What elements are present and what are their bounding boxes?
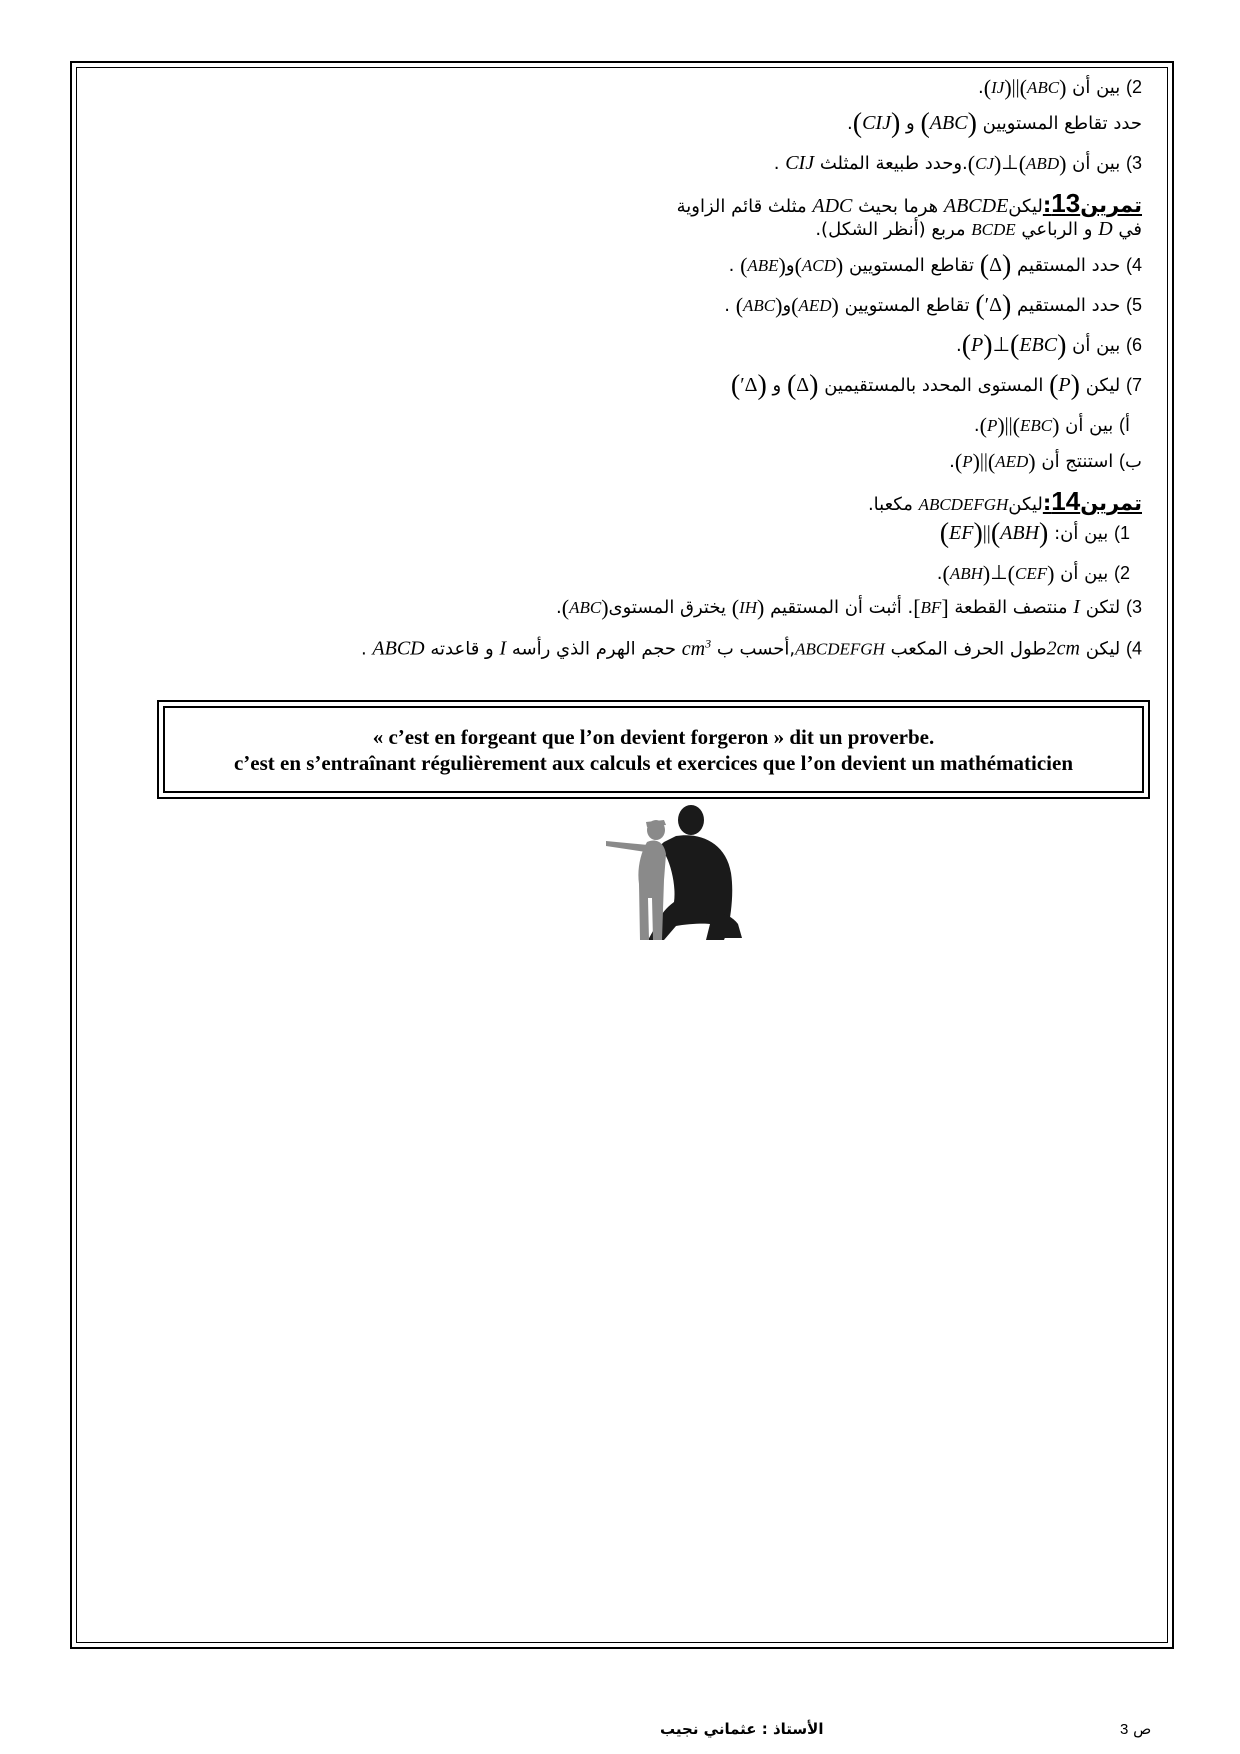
item-text: . أثبت أن المستقيم [770,597,914,618]
math-delta: Δ′ [984,294,1002,316]
intersection-task: حدد تقاطع المستويين (ABC) و (CIJ). [847,108,1142,139]
math-plane: ACD [801,256,836,275]
math-base: ABCD [372,637,425,660]
math-line: IH [739,598,758,617]
math-plane: ABC [929,112,968,134]
item-text: بين أن [1065,415,1114,436]
math-plane: P [962,452,973,471]
exercise-colon: : [1042,193,1052,217]
item-number: 7) [1125,375,1142,395]
item-text: ليكن [1008,494,1043,515]
item-text: تقاطع المستويين [844,295,970,316]
item-4-volume: 4) ليكن 2cmطول الحرف المكعب ABCDEFGH,أحسب ب $cm^3$ حجم الهرم الذي رأسه I و قاعدته ABCD . [360,636,1142,660]
item-text: لتكن [1085,597,1121,618]
math-plane: ABD [1026,154,1060,173]
page-number [1120,1720,1151,1738]
item-6-perpendicular: 6) بين أن (EBC)⊥(P). [955,330,1142,361]
exercise-title: تمرين [1080,491,1142,515]
item-text: بين أن [1072,77,1121,98]
item-4-line-delta: 4) حدد المستقيم (Δ) تقاطع المستويين (ACD)و(ABE) . [728,250,1142,281]
item-text: بين أن [1060,563,1109,584]
math-plane: ABH [949,564,983,583]
math-plane: CEF [1014,564,1048,583]
item-7b-deduce: ب) استنتج أن (AED)||(P). [949,449,1142,474]
item-7a-parallel: أ) بين أن (EBC)||(P). [973,413,1130,438]
math-plane: CIJ [862,112,891,134]
item-text: حدد المستقيم [1017,295,1121,316]
item-number: 3) [1125,153,1142,173]
item-text: منتصف القطعة [954,597,1068,618]
item-text: حدد المستقيم [1017,255,1121,276]
item-number: 6) [1125,335,1142,355]
item-text: و الرباعي [1021,219,1093,240]
item-5-line-delta-prime: 5) حدد المستقيم (Δ′) تقاطع المستويين (AED)و(ABC) . [724,290,1142,321]
conjunction: و [772,375,782,396]
conjunction: و [906,113,915,134]
exercise-number: 14 [1051,486,1081,516]
item-text: يخترق المستوى [608,597,726,618]
item-text: استنتج أن [1041,451,1114,472]
page-number-value: 3 [1120,1721,1129,1738]
item-number: 2) [1125,77,1142,97]
item-text: هرما بحيث [858,196,939,217]
math-pyramid: ABCDE [943,195,1009,217]
item-text: تقاطع المستويين [848,255,975,276]
math-plane: ABC [743,296,776,315]
conjunction: و [785,255,795,276]
math-triangle: ADC [812,195,853,217]
math-line: IJ [991,78,1005,97]
item-text: حدد تقاطع المستويين [982,113,1142,134]
item-text: ليكن [1008,196,1043,217]
teacher-name: الأستاذ : عثماني نجيب [660,1720,824,1738]
math-plane: ABH [1000,522,1040,544]
item-text: بين أن [1072,335,1121,356]
item-number: 1) [1113,523,1130,543]
math-delta: Δ [796,374,810,396]
proverb-line-1: « c’est en forgeant que l’on devient forgeron » dit un proverbe. [372,724,935,749]
math-plane: P [971,334,984,356]
item-2-parallel: 2) بين أن (ABC)||(IJ). [978,75,1142,100]
item-2-perpendicular: 2) بين أن (CEF)⊥(ABH). [936,561,1130,586]
math-square: BCDE [971,220,1016,239]
item-text: مثلث قائم الزاوية [676,196,807,217]
item-text: المستوى المحدد بالمستقيمين [824,375,1044,396]
math-point: I [499,637,507,660]
exercise-colon: : [1042,491,1052,515]
item-number: أ) [1119,415,1130,435]
item-text: مكعبا. [867,494,913,515]
math-point: I [1073,596,1080,618]
math-plane: AED [995,452,1029,471]
item-text: بين أن [1072,153,1121,174]
item-number: 4) [1125,255,1142,275]
math-line: EF [949,522,974,544]
math-triangle: CIJ [785,152,815,174]
exercise-14-header [868,486,1142,520]
item-text: في [1118,219,1142,240]
item-text: ليكن [1085,638,1121,660]
item-3-perpendicular: 3) بين أن (ABD)⊥(CJ).وحدد طبيعة المثلث CIJ . [773,151,1142,176]
item-text: مربع (أنظر الشكل). [815,219,966,240]
math-delta: Δ′ [740,374,758,396]
item-text: حجم الهرم الذي رأسه [511,638,677,660]
item-number: 5) [1125,295,1142,315]
math-plane: AED [798,296,832,315]
item-number: ب) [1119,451,1142,471]
proverb-line-2: c’est en s’entraînant régulièrement aux calculs et exercices que l’on devient un mathématicien [233,750,1074,775]
item-7-plane-p: 7) ليكن (P) المستوى المحدد بالمستقيمين (Δ) و (Δ′) [730,370,1142,401]
math-plane: EBC [1019,334,1058,356]
item-text: بين أن: [1054,523,1109,544]
exercise-13-statement [815,214,1142,245]
page-label: ص [1133,1720,1152,1738]
item-number: 2) [1113,563,1130,583]
math-unit: $cm^3$ [681,636,712,660]
exercise-number: 13 [1051,188,1081,218]
math-segment: BF [920,598,942,617]
math-plane: P [1058,374,1071,396]
child-silhouette [606,820,666,940]
item-3-midpoint: 3) لتكن I منتصف القطعة [BF]. أثبت أن المستقيم (IH) يخترق المستوى(ABC). [556,595,1142,620]
math-cube: ABCDEFGH [918,495,1009,514]
item-text: أحسب ب [716,638,790,660]
math-plane: ABC [569,598,602,617]
math-cube: ABCDEFGH [795,639,885,659]
math-point: D [1098,218,1113,240]
item-text: و قاعدته [430,638,494,660]
math-line: CJ [975,154,994,173]
item-1-parallel: 1) بين أن: (ABH)||(EF) [939,518,1130,549]
math-plane: ABE [747,256,779,275]
math-length: 2cm [1046,637,1080,660]
item-text: طول الحرف المكعب [890,638,1047,660]
proverb-box [163,706,1144,793]
math-plane: ABC [1026,78,1060,97]
item-number: 4) [1125,638,1142,659]
item-text: .وحدد طبيعة المثلث [819,153,968,174]
math-plane: EBC [1020,416,1053,435]
item-text: ليكن [1085,375,1121,396]
item-number: 3) [1125,597,1142,617]
exercise-title: تمرين [1080,193,1142,217]
father-child-silhouette [606,798,762,940]
math-plane: P [986,416,998,435]
conjunction: و [782,295,792,316]
math-delta: Δ [989,254,1002,276]
